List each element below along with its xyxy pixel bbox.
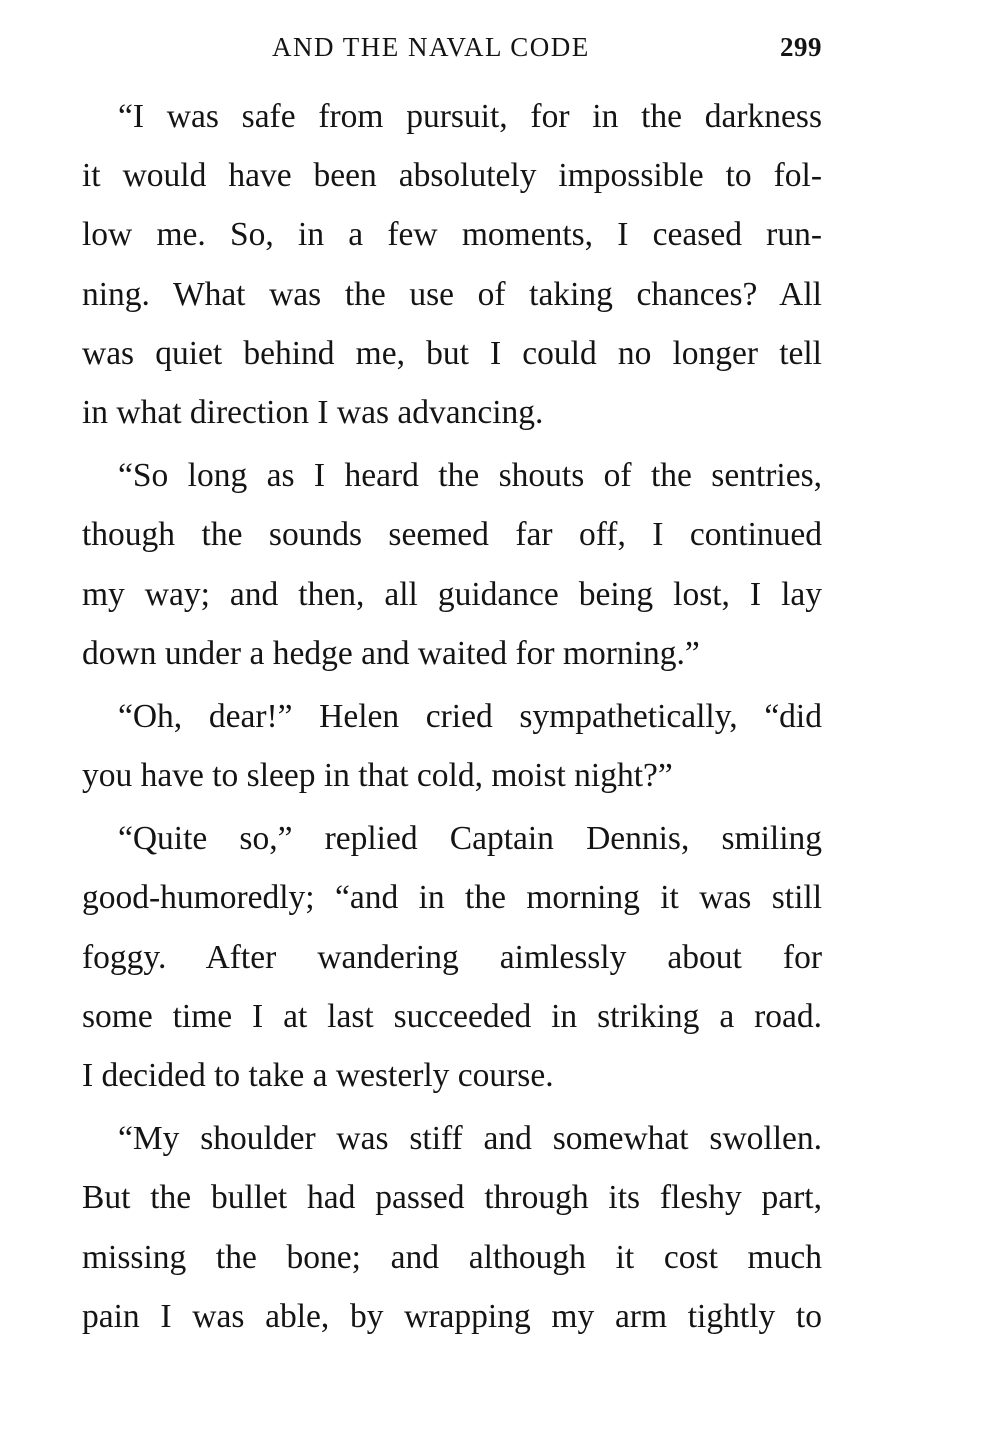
text-line: good-humoredly; “and in the morning it was still (82, 879, 822, 917)
text-line: “My shoulder was stiff and somewhat swollen. (118, 1120, 822, 1158)
running-title: AND THE NAVAL CODE (272, 32, 590, 62)
text-line: missing the bone; and although it cost much (82, 1238, 822, 1276)
paragraph (82, 687, 822, 805)
text-line: foggy. After wandering aimlessly about for (82, 938, 822, 976)
text-line: my way; and then, all guidance being lost, I lay (82, 575, 822, 613)
page-number: 299 (780, 32, 822, 62)
text-line: “So long as I heard the shouts of the sentries, (118, 457, 822, 495)
text-line: was quiet behind me, but I could no longer tell (82, 334, 822, 372)
text-line: pain I was able, by wrapping my arm tightly to (82, 1297, 822, 1335)
text-line: in what direction I was advancing. (82, 393, 544, 431)
text-line: I decided to take a westerly course. (82, 1057, 554, 1094)
paragraph (82, 809, 822, 1105)
text-line: low me. So, in a few moments, I ceased run- (82, 216, 822, 254)
body-text (82, 87, 822, 1350)
text-line: some time I at last succeeded in striking a road. (82, 997, 822, 1035)
paragraph (82, 87, 822, 442)
text-line: you have to sleep in that cold, moist night?” (82, 757, 673, 795)
text-line: though the sounds seemed far off, I continued (82, 516, 822, 554)
text-line: “I was safe from pursuit, for in the darkness (118, 98, 822, 135)
running-head (82, 32, 822, 72)
text-line: But the bullet had passed through its fleshy part, (82, 1179, 822, 1217)
text-line: it would have been absolutely impossible to fol- (82, 157, 822, 195)
text-line: “Quite so,” replied Captain Dennis, smiling (118, 820, 822, 858)
paragraph (82, 446, 822, 683)
paragraph (82, 1109, 822, 1346)
text-line: ning. What was the use of taking chances? All (82, 275, 822, 313)
text-line: “Oh, dear!” Helen cried sympathetically, “did (118, 697, 822, 735)
text-line: down under a hedge and waited for morning.” (82, 634, 700, 672)
